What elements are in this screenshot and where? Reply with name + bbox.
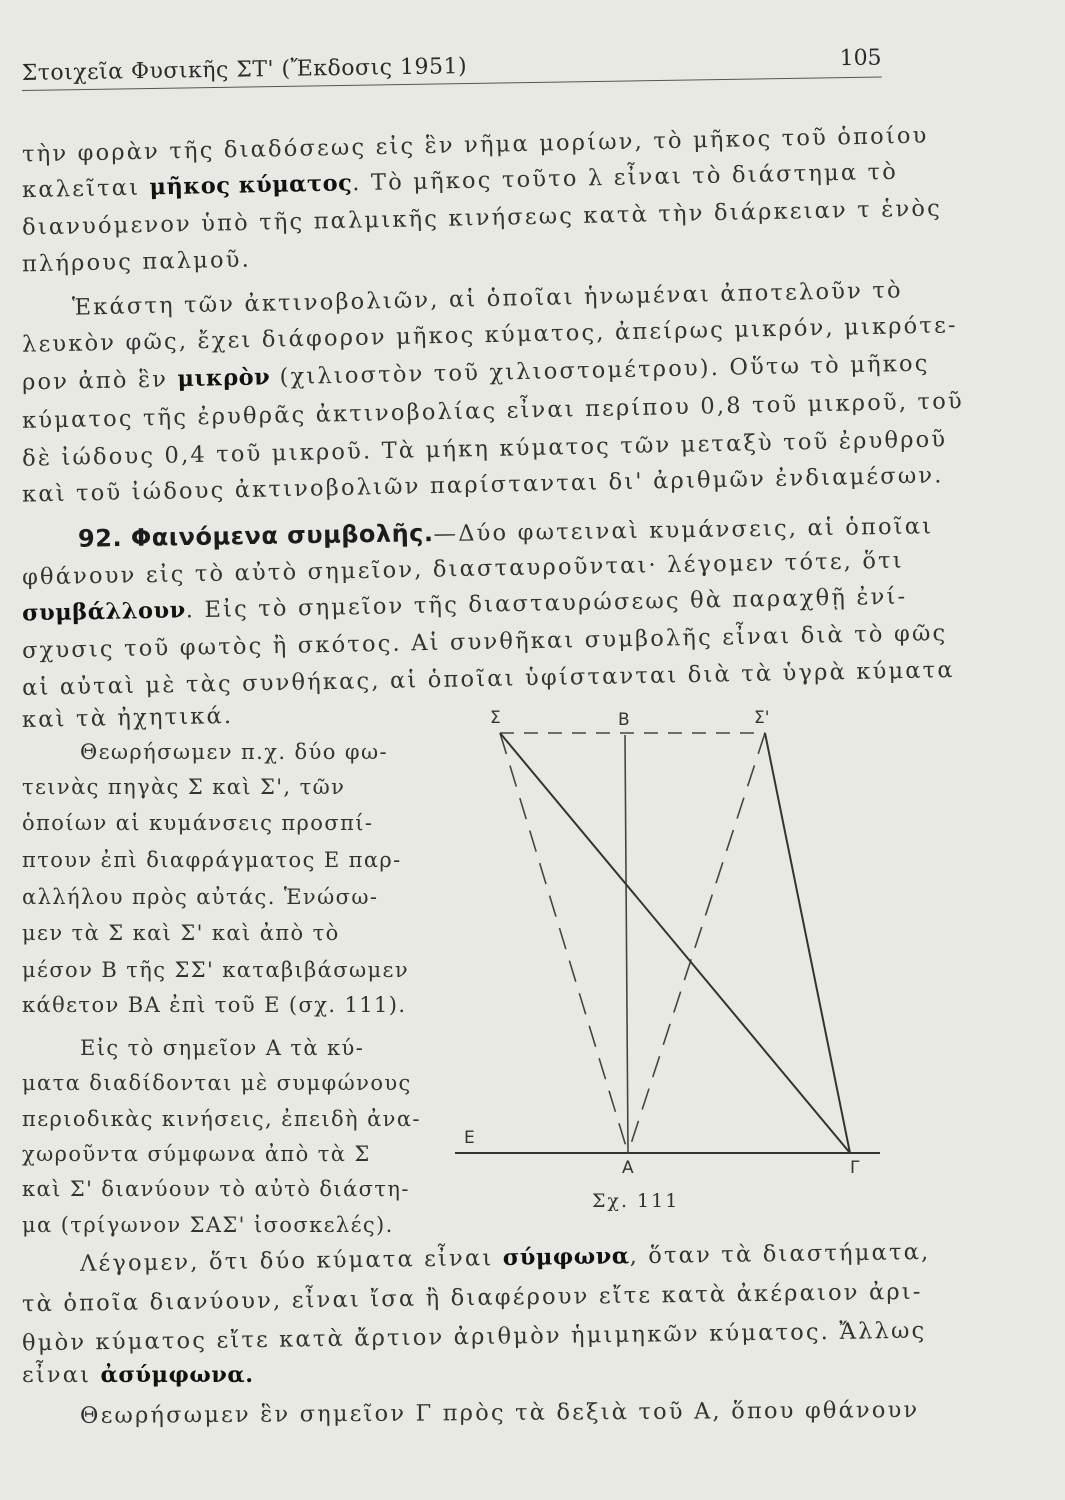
text-line: κύματος τῆς ἐρυθρᾶς ἀκτινοβολίας εἶναι περίπου 0,8 τοῦ μικροῦ, τοῦ	[21, 388, 965, 434]
text-line: Λέγομεν, ὅτι δύο κύματα εἶναι σύμφωνα, ὅταν τὰ διαστήματα,	[79, 1239, 931, 1277]
text-line: πτουν ἐπὶ διαφράγματος Ε παρ-	[22, 848, 402, 872]
text-line: Θεωρήσωμεν π.χ. δύο φω-	[80, 740, 388, 764]
text-line: δὲ ἰώδους 0,4 τοῦ μικροῦ. Τὰ μήκη κύματος τῶν μεταξὺ τοῦ ἐρυθροῦ	[21, 426, 948, 472]
text-line: ρον ἀπὸ ἓν μικρὸν (χιλιοστὸν τοῦ χιλιοστομέτρου). Οὕτω τὸ μῆκος	[21, 350, 930, 396]
text-line: αλλήλου πρὸς αὐτάς. Ἑνώσω-	[22, 885, 379, 909]
perpendicular-b-a	[625, 735, 628, 1153]
page-number: 105	[839, 45, 882, 72]
text-line: περιοδικὰς κινήσεις, ἐπειδὴ ἀνα-	[22, 1107, 421, 1131]
text-line: καὶ Σ' διανύουν τὸ αὐτὸ διάστη-	[22, 1177, 410, 1201]
text-line: θμὸν κύματος εἴτε κατὰ ἄρτιον ἀριθμὸν ἡμιμηκῶν κύματος. Ἄλλως	[21, 1317, 927, 1357]
text-line: τὴν φορὰν τῆς διαδόσεως εἰς ἓν νῆμα μορίων, τὸ μῆκος τοῦ ὁποίου	[21, 122, 929, 168]
text-line: κάθετον ΒΑ ἐπὶ τοῦ Ε (σχ. 111).	[22, 993, 407, 1017]
label-e: Ε	[464, 1128, 475, 1148]
text-line: ματα διαδίδονται μὲ συμφώνους	[22, 1071, 412, 1095]
bold-term: μῆκος κύματος	[149, 170, 353, 201]
text-line: λευκὸν φῶς, ἔχει διάφορον μῆκος κύματος, ἀπείρως μικρόν, μικρότε-	[21, 312, 958, 358]
figure-caption: Σχ. 111	[592, 1190, 680, 1212]
book-title: Στοιχεῖα Φυσικῆς ΣΤ' (Ἔκδοσις 1951)	[21, 54, 468, 87]
text-line: καλεῖται μῆκος κύματος. Τὸ μῆκος τοῦτο λ εἶναι τὸ διάστημα τὸ	[21, 158, 899, 204]
solid-line-s-g	[500, 733, 850, 1153]
interference-diagram	[440, 700, 900, 1220]
text-line: Εἰς τὸ σημεῖον Α τὰ κύ-	[80, 1036, 365, 1060]
text-line: φθάνουν εἰς τὸ αὐτὸ σημεῖον, διασταυροῦνται· λέγομεν τότε, ὅτι	[21, 547, 905, 591]
label-sigma: Σ	[490, 708, 501, 728]
dashed-line-s-prime-a	[628, 733, 765, 1153]
bold-term: ἀσύμφωνα.	[100, 1362, 254, 1388]
text-line: 92. Φαινόμενα συμβολῆς.—Δύο φωτειναὶ κυμάνσεις, αἱ ὁποῖαι	[77, 513, 934, 553]
page-header	[21, 38, 882, 91]
text-line: καὶ τὰ ἠχητικά.	[21, 702, 234, 734]
text-line: μέσον Β τῆς ΣΣ' καταβιβάσωμεν	[22, 958, 409, 982]
text-line: καὶ τοῦ ἰώδους ἀκτινοβολιῶν παρίστανται δι' ἀριθμῶν ἐνδιαμέσων.	[21, 462, 944, 508]
bold-term: συμβάλλουν	[21, 597, 187, 627]
text-line: Ἑκάστη τῶν ἀκτινοβολιῶν, αἱ ὁποῖαι ἡνωμέναι ἀποτελοῦν τὸ	[71, 277, 903, 321]
text-line: χωροῦντα σύμφωνα ἀπὸ τὰ Σ	[22, 1142, 371, 1166]
text-line: αἱ αὐταὶ μὲ τὰς συνθήκας, αἱ ὁποῖαι ὑφίστανται διὰ τὰ ὑγρὰ κύματα	[21, 657, 955, 701]
text-line: τεινὰς πηγὰς Σ καὶ Σ', τῶν	[22, 775, 346, 799]
text-line: μεν τὰ Σ καὶ Σ' καὶ ἀπὸ τὸ	[22, 921, 340, 945]
bold-term: σύμφωνα	[502, 1243, 630, 1272]
label-sigma-prime: Σ'	[754, 708, 770, 728]
label-b: Β	[618, 710, 630, 730]
label-a: Α	[622, 1158, 634, 1178]
text-line: τὰ ὁποῖα διανύουν, εἶναι ἴσα ἢ διαφέρουν εἴτε κατὰ ἀκέραιον ἀρι-	[21, 1278, 923, 1318]
text-line: εἶναι ἀσύμφωνα.	[22, 1362, 254, 1388]
dashed-line-s-a	[500, 733, 628, 1153]
text-line: συμβάλλουν. Εἰς τὸ σημεῖον τῆς διασταυρώσεως θὰ παραχθῇ ἐνί-	[21, 583, 908, 627]
bold-term: μικρὸν	[177, 364, 271, 393]
text-line: πλήρους παλμοῦ.	[21, 246, 252, 278]
text-line: διανυόμενον ὑπὸ τῆς παλμικῆς κινήσεως κατὰ τὴν διάρκειαν τ ἑνὸς	[21, 195, 943, 241]
text-line: σχυσις τοῦ φωτὸς ἢ σκότος. Αἱ συνθῆκαι συμβολῆς εἶναι διὰ τὸ φῶς	[21, 620, 948, 664]
text-line: μα (τρίγωνον ΣΑΣ' ἰσοσκελές).	[22, 1213, 394, 1237]
figure-111	[440, 700, 900, 1220]
section-heading: 92. Φαινόμενα συμβολῆς.	[77, 519, 434, 553]
solid-line-s-prime-g	[765, 733, 850, 1153]
text-line: Θεωρήσωμεν ἓν σημεῖον Γ πρὸς τὰ δεξιὰ τοῦ Α, ὅπου φθάνουν	[79, 1397, 920, 1429]
label-g: Γ	[850, 1158, 860, 1178]
text-line: ὁποίων αἱ κυμάνσεις προσπί-	[22, 811, 374, 835]
